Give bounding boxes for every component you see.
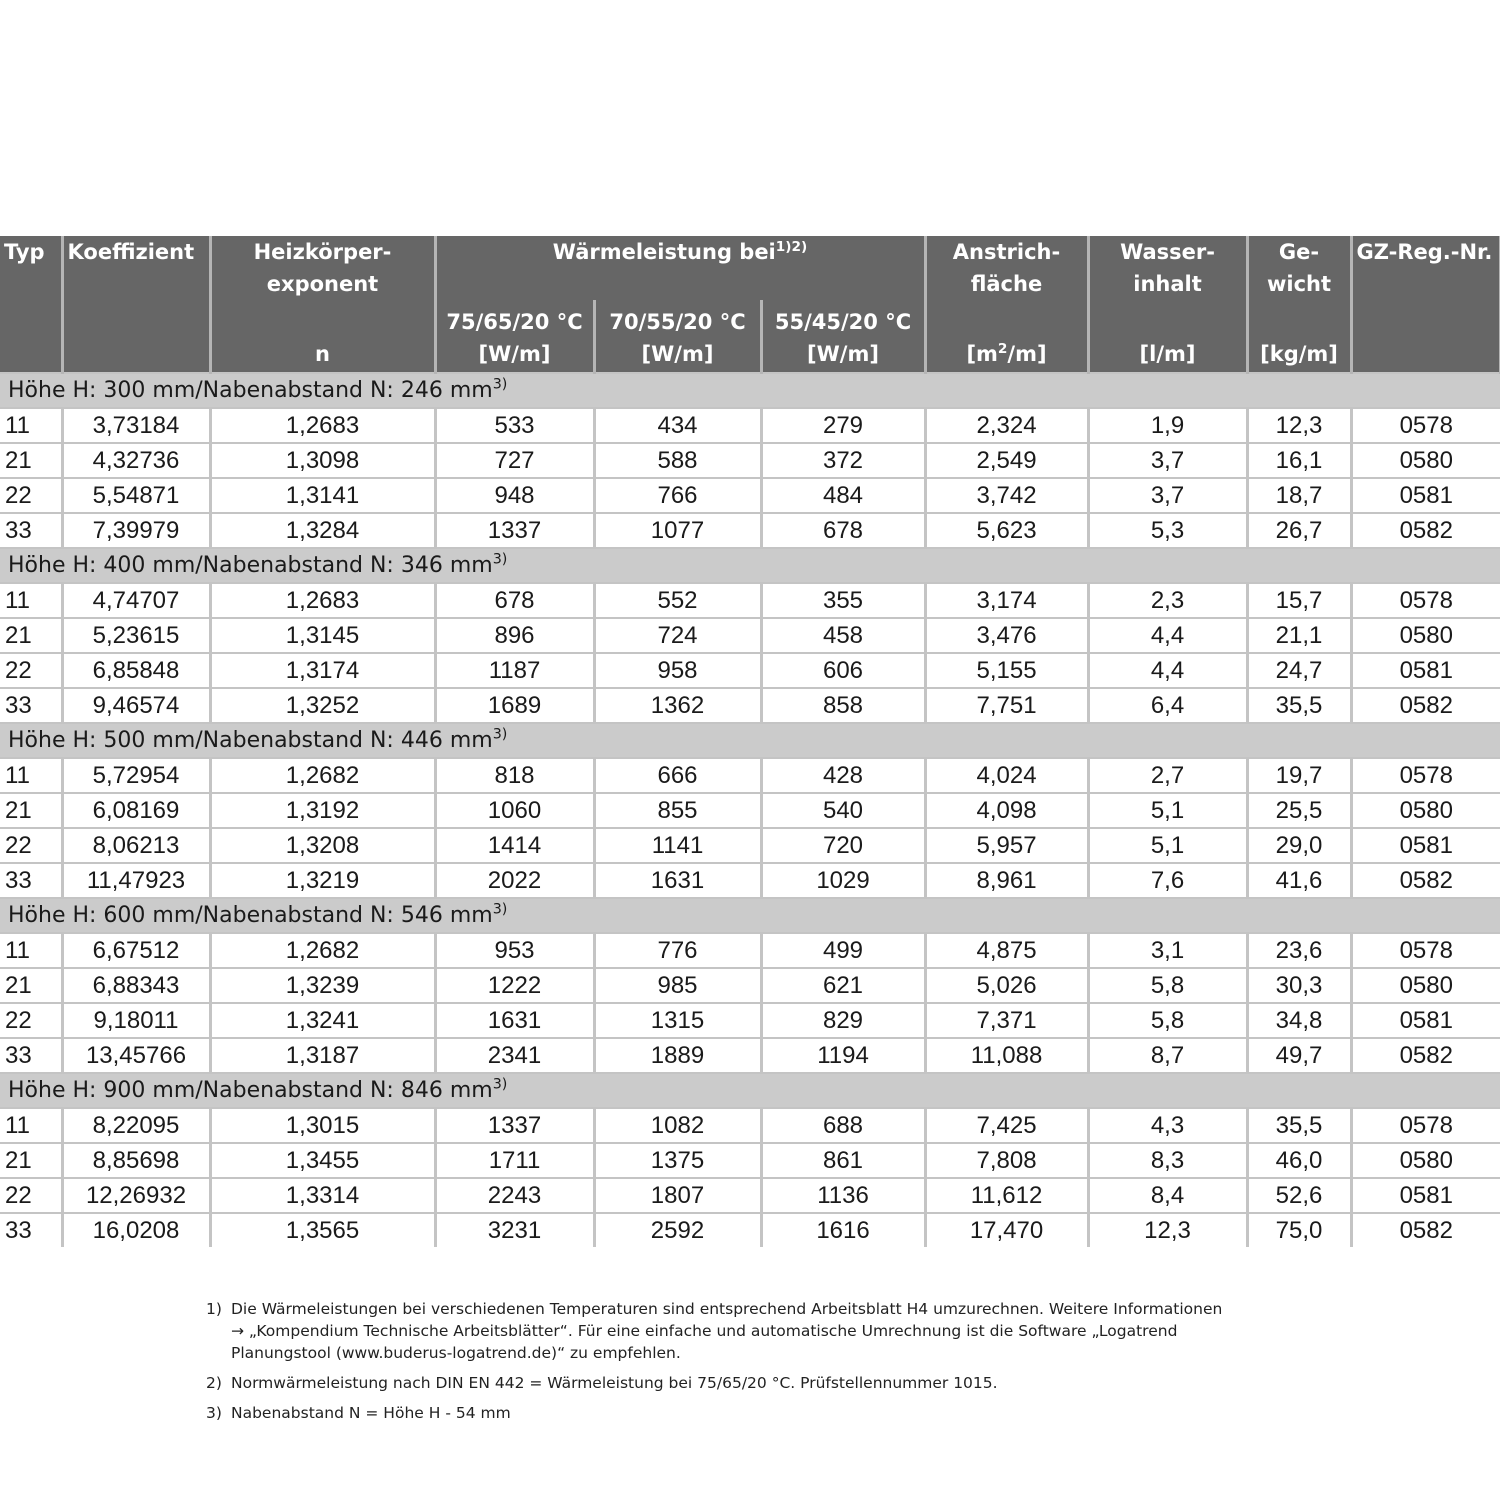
cell-typ: 11: [0, 933, 62, 968]
cell-gz-reg-nr: 0580: [1351, 443, 1500, 478]
cell-typ: 33: [0, 688, 62, 723]
table-row: [0, 1143, 1500, 1178]
cell-wasserinhalt: 5,8: [1088, 968, 1247, 1003]
cell-wasserinhalt: 7,6: [1088, 863, 1247, 898]
table-row: [0, 408, 1500, 443]
header-exponent: [210, 236, 435, 373]
cell-w-55-45-20: 829: [761, 1003, 925, 1038]
header-wasserinhalt: [1088, 236, 1247, 373]
cell-gewicht: 52,6: [1247, 1178, 1351, 1213]
cell-w-75-65-20: 2341: [435, 1038, 594, 1073]
cell-wasserinhalt: 6,4: [1088, 688, 1247, 723]
section-header-row: [0, 548, 1500, 583]
cell-wasserinhalt: 2,3: [1088, 583, 1247, 618]
cell-typ: 11: [0, 758, 62, 793]
cell-w-70-55-20: 1077: [594, 513, 761, 548]
section-title-text: Höhe H: 400 mm/Nabenabstand N: 346 mm: [8, 552, 493, 578]
table-row: [0, 1038, 1500, 1073]
header-temp-55-45-20: [761, 300, 925, 373]
section-title: [0, 373, 1500, 408]
table-row: [0, 863, 1500, 898]
cell-w-70-55-20: 666: [594, 758, 761, 793]
cell-w-55-45-20: 355: [761, 583, 925, 618]
cell-gewicht: 35,5: [1247, 1108, 1351, 1143]
cell-w-75-65-20: 1187: [435, 653, 594, 688]
cell-w-70-55-20: 724: [594, 618, 761, 653]
cell-koeffizient: 8,22095: [62, 1108, 210, 1143]
cell-koeffizient: 6,88343: [62, 968, 210, 1003]
cell-gewicht: 18,7: [1247, 478, 1351, 513]
header-temp3-unit: [W/m]: [807, 342, 879, 366]
cell-anstrichflaeche: 4,024: [925, 758, 1088, 793]
table-row: [0, 443, 1500, 478]
cell-w-75-65-20: 1060: [435, 793, 594, 828]
table-body: [0, 373, 1500, 1247]
cell-gz-reg-nr: 0578: [1351, 408, 1500, 443]
table-row: [0, 478, 1500, 513]
cell-anstrichflaeche: 11,088: [925, 1038, 1088, 1073]
cell-anstrichflaeche: 4,875: [925, 933, 1088, 968]
header-wasser-unit: [l/m]: [1139, 342, 1196, 366]
cell-typ: 22: [0, 828, 62, 863]
table-row: [0, 583, 1500, 618]
cell-w-70-55-20: 1375: [594, 1143, 761, 1178]
cell-gewicht: 15,7: [1247, 583, 1351, 618]
header-gewicht: [1247, 236, 1351, 373]
anstrich-unit-post: /m]: [1007, 342, 1047, 366]
cell-koeffizient: 5,23615: [62, 618, 210, 653]
table-row: [0, 1178, 1500, 1213]
header-gz-label: GZ-Reg.-Nr.: [1356, 240, 1493, 264]
cell-typ: 22: [0, 478, 62, 513]
cell-gz-reg-nr: 0580: [1351, 618, 1500, 653]
cell-wasserinhalt: 4,3: [1088, 1108, 1247, 1143]
section-title: [0, 723, 1500, 758]
footnote-ref-3: 3): [492, 726, 508, 743]
cell-w-75-65-20: 2243: [435, 1178, 594, 1213]
cell-w-70-55-20: 776: [594, 933, 761, 968]
cell-anstrichflaeche: 7,371: [925, 1003, 1088, 1038]
cell-koeffizient: 6,08169: [62, 793, 210, 828]
cell-exponent: 1,3239: [210, 968, 435, 1003]
cell-wasserinhalt: 4,4: [1088, 618, 1247, 653]
cell-gewicht: 29,0: [1247, 828, 1351, 863]
table-row: [0, 793, 1500, 828]
footnote-item: [206, 1372, 1326, 1394]
footnote-text: [231, 1298, 1326, 1364]
cell-gz-reg-nr: 0581: [1351, 478, 1500, 513]
header-gewicht-line2: wicht: [1266, 272, 1332, 296]
cell-typ: 21: [0, 968, 62, 1003]
cell-gz-reg-nr: 0582: [1351, 513, 1500, 548]
cell-wasserinhalt: 5,3: [1088, 513, 1247, 548]
cell-w-75-65-20: 678: [435, 583, 594, 618]
cell-wasserinhalt: 8,4: [1088, 1178, 1247, 1213]
footnote-line: Planungstool (www.buderus-logatrend.de)“ zu empfehlen.: [231, 1344, 681, 1362]
cell-gz-reg-nr: 0578: [1351, 583, 1500, 618]
cell-w-55-45-20: 458: [761, 618, 925, 653]
cell-w-55-45-20: 858: [761, 688, 925, 723]
cell-exponent: 1,3141: [210, 478, 435, 513]
section-title: [0, 548, 1500, 583]
table-row: [0, 688, 1500, 723]
cell-gewicht: 30,3: [1247, 968, 1351, 1003]
cell-typ: 21: [0, 793, 62, 828]
section-title-text: Höhe H: 300 mm/Nabenabstand N: 246 mm: [8, 377, 493, 403]
table-row: [0, 828, 1500, 863]
cell-typ: 33: [0, 1213, 62, 1247]
header-temp2-unit: [W/m]: [641, 342, 714, 366]
header-exponent-line1: Heizkörper-: [253, 240, 392, 264]
cell-anstrichflaeche: 5,623: [925, 513, 1088, 548]
header-temp1-label: 75/65/20 °C: [446, 310, 583, 334]
cell-gewicht: 49,7: [1247, 1038, 1351, 1073]
footnote-ref-3: 3): [492, 901, 508, 918]
cell-exponent: 1,3455: [210, 1143, 435, 1178]
cell-gz-reg-nr: 0578: [1351, 758, 1500, 793]
cell-w-55-45-20: 540: [761, 793, 925, 828]
cell-w-70-55-20: 1362: [594, 688, 761, 723]
cell-koeffizient: 6,67512: [62, 933, 210, 968]
header-temp2-label: 70/55/20 °C: [609, 310, 746, 334]
section-title-text: Höhe H: 500 mm/Nabenabstand N: 446 mm: [8, 727, 493, 753]
cell-gewicht: 25,5: [1247, 793, 1351, 828]
cell-w-70-55-20: 552: [594, 583, 761, 618]
table-row: [0, 933, 1500, 968]
cell-w-75-65-20: 1337: [435, 513, 594, 548]
cell-koeffizient: 9,18011: [62, 1003, 210, 1038]
cell-koeffizient: 11,47923: [62, 863, 210, 898]
cell-exponent: 1,3187: [210, 1038, 435, 1073]
section-title-text: Höhe H: 900 mm/Nabenabstand N: 846 mm: [8, 1077, 493, 1103]
anstrich-unit-sup: 2: [997, 341, 1008, 357]
footnote-ref-3: 3): [492, 551, 508, 568]
cell-wasserinhalt: 12,3: [1088, 1213, 1247, 1247]
cell-gewicht: 19,7: [1247, 758, 1351, 793]
cell-gz-reg-nr: 0578: [1351, 933, 1500, 968]
cell-exponent: 1,2682: [210, 758, 435, 793]
cell-koeffizient: 12,26932: [62, 1178, 210, 1213]
cell-gz-reg-nr: 0582: [1351, 1038, 1500, 1073]
cell-w-75-65-20: 1711: [435, 1143, 594, 1178]
cell-w-70-55-20: 2592: [594, 1213, 761, 1247]
cell-typ: 21: [0, 618, 62, 653]
cell-w-70-55-20: 1807: [594, 1178, 761, 1213]
cell-exponent: 1,3241: [210, 1003, 435, 1038]
cell-gz-reg-nr: 0580: [1351, 793, 1500, 828]
cell-w-75-65-20: 896: [435, 618, 594, 653]
footnote-line: Normwärmeleistung nach DIN EN 442 = Wärmeleistung bei 75/65/20 °C. Prüfstellennummer 1015.: [231, 1374, 998, 1392]
cell-gz-reg-nr: 0578: [1351, 1108, 1500, 1143]
cell-gewicht: 16,1: [1247, 443, 1351, 478]
cell-gz-reg-nr: 0582: [1351, 863, 1500, 898]
table-row: [0, 1108, 1500, 1143]
header-gewicht-line1: Ge-: [1278, 240, 1320, 264]
cell-exponent: 1,3252: [210, 688, 435, 723]
cell-wasserinhalt: 1,9: [1088, 408, 1247, 443]
header-wasser-line1: Wasser-: [1120, 240, 1215, 264]
cell-typ: 22: [0, 653, 62, 688]
section-header-row: [0, 373, 1500, 408]
cell-anstrichflaeche: 2,324: [925, 408, 1088, 443]
cell-gz-reg-nr: 0581: [1351, 1178, 1500, 1213]
table-row: [0, 1003, 1500, 1038]
cell-wasserinhalt: 5,1: [1088, 828, 1247, 863]
cell-koeffizient: 8,06213: [62, 828, 210, 863]
cell-w-70-55-20: 1631: [594, 863, 761, 898]
cell-gewicht: 41,6: [1247, 863, 1351, 898]
cell-koeffizient: 5,54871: [62, 478, 210, 513]
footnote-text: [231, 1402, 1326, 1424]
cell-gz-reg-nr: 0581: [1351, 828, 1500, 863]
cell-koeffizient: 13,45766: [62, 1038, 210, 1073]
cell-exponent: 1,3192: [210, 793, 435, 828]
header-wasser-line2: inhalt: [1133, 272, 1202, 296]
cell-gz-reg-nr: 0580: [1351, 968, 1500, 1003]
cell-typ: 22: [0, 1003, 62, 1038]
cell-koeffizient: 3,73184: [62, 408, 210, 443]
section-title: [0, 1073, 1500, 1108]
header-anstrichflaeche: [925, 236, 1088, 373]
header-anstrich-unit: [927, 338, 1087, 370]
footnote-line: Nabenabstand N = Höhe H - 54 mm: [231, 1404, 511, 1422]
cell-w-55-45-20: 428: [761, 758, 925, 793]
cell-w-55-45-20: 678: [761, 513, 925, 548]
cell-w-75-65-20: 3231: [435, 1213, 594, 1247]
footnote-line: → „Kompendium Technische Arbeitsblätter“. Für eine einfache und automatische Umrechnung ist die Software „Logatrend: [231, 1322, 1178, 1340]
cell-exponent: 1,2683: [210, 408, 435, 443]
cell-exponent: 1,3174: [210, 653, 435, 688]
cell-w-75-65-20: 1689: [435, 688, 594, 723]
cell-w-75-65-20: 2022: [435, 863, 594, 898]
cell-gewicht: 34,8: [1247, 1003, 1351, 1038]
cell-w-55-45-20: 621: [761, 968, 925, 1003]
cell-typ: 33: [0, 1038, 62, 1073]
section-title: [0, 898, 1500, 933]
cell-exponent: 1,3565: [210, 1213, 435, 1247]
footnotes: [206, 1298, 1326, 1432]
table-row: [0, 1213, 1500, 1247]
cell-anstrichflaeche: 5,026: [925, 968, 1088, 1003]
cell-typ: 22: [0, 1178, 62, 1213]
cell-gz-reg-nr: 0582: [1351, 688, 1500, 723]
cell-w-55-45-20: 484: [761, 478, 925, 513]
footnote-item: [206, 1298, 1326, 1364]
cell-anstrichflaeche: 11,612: [925, 1178, 1088, 1213]
cell-w-55-45-20: 688: [761, 1108, 925, 1143]
cell-w-70-55-20: 958: [594, 653, 761, 688]
cell-w-70-55-20: 1889: [594, 1038, 761, 1073]
cell-typ: 11: [0, 408, 62, 443]
cell-wasserinhalt: 2,7: [1088, 758, 1247, 793]
cell-w-55-45-20: 1616: [761, 1213, 925, 1247]
table-header: [0, 236, 1500, 373]
cell-exponent: 1,3145: [210, 618, 435, 653]
cell-w-55-45-20: 372: [761, 443, 925, 478]
radiator-data-table-wrapper: [0, 236, 1500, 1247]
cell-gz-reg-nr: 0580: [1351, 1143, 1500, 1178]
cell-exponent: 1,3098: [210, 443, 435, 478]
cell-anstrichflaeche: 3,742: [925, 478, 1088, 513]
cell-koeffizient: 9,46574: [62, 688, 210, 723]
cell-anstrichflaeche: 3,174: [925, 583, 1088, 618]
cell-anstrichflaeche: 5,957: [925, 828, 1088, 863]
cell-typ: 33: [0, 513, 62, 548]
cell-w-75-65-20: 1222: [435, 968, 594, 1003]
cell-w-75-65-20: 1337: [435, 1108, 594, 1143]
cell-wasserinhalt: 8,3: [1088, 1143, 1247, 1178]
cell-w-75-65-20: 533: [435, 408, 594, 443]
cell-exponent: 1,3314: [210, 1178, 435, 1213]
cell-gewicht: 46,0: [1247, 1143, 1351, 1178]
cell-w-75-65-20: 818: [435, 758, 594, 793]
cell-w-70-55-20: 588: [594, 443, 761, 478]
cell-anstrichflaeche: 17,470: [925, 1213, 1088, 1247]
cell-gewicht: 12,3: [1247, 408, 1351, 443]
cell-w-70-55-20: 766: [594, 478, 761, 513]
footnote-line: Die Wärmeleistungen bei verschiedenen Temperaturen sind entsprechend Arbeitsblatt H4 umzurechnen. Weitere Informationen: [231, 1300, 1223, 1318]
footnote-number: 3): [206, 1404, 222, 1422]
cell-w-55-45-20: 606: [761, 653, 925, 688]
header-anstrich-line1: Anstrich-: [952, 240, 1061, 264]
header-exponent-unit: n: [315, 342, 330, 366]
cell-koeffizient: 7,39979: [62, 513, 210, 548]
cell-w-55-45-20: 861: [761, 1143, 925, 1178]
cell-anstrichflaeche: 4,098: [925, 793, 1088, 828]
cell-gewicht: 26,7: [1247, 513, 1351, 548]
cell-anstrichflaeche: 7,808: [925, 1143, 1088, 1178]
cell-exponent: 1,2683: [210, 583, 435, 618]
cell-koeffizient: 5,72954: [62, 758, 210, 793]
table-row: [0, 513, 1500, 548]
section-header-row: [0, 1073, 1500, 1108]
section-header-row: [0, 723, 1500, 758]
header-gewicht-unit: [kg/m]: [1260, 342, 1338, 366]
header-temp3-label: 55/45/20 °C: [774, 310, 912, 334]
cell-w-75-65-20: 948: [435, 478, 594, 513]
header-gz-reg-nr: [1351, 236, 1500, 373]
cell-gz-reg-nr: 0581: [1351, 653, 1500, 688]
cell-w-70-55-20: 985: [594, 968, 761, 1003]
header-temp-75-65-20: [435, 300, 594, 373]
cell-wasserinhalt: 3,7: [1088, 443, 1247, 478]
cell-gz-reg-nr: 0581: [1351, 1003, 1500, 1038]
footnote-ref-3: 3): [492, 1076, 508, 1093]
table-row: [0, 758, 1500, 793]
cell-w-55-45-20: 1029: [761, 863, 925, 898]
header-temp-70-55-20: [594, 300, 761, 373]
header-typ: [0, 236, 62, 373]
cell-w-75-65-20: 727: [435, 443, 594, 478]
header-waermeleistung: [435, 236, 925, 300]
cell-wasserinhalt: 5,1: [1088, 793, 1247, 828]
cell-gewicht: 21,1: [1247, 618, 1351, 653]
cell-anstrichflaeche: 3,476: [925, 618, 1088, 653]
table-row: [0, 968, 1500, 1003]
header-temp1-unit: [W/m]: [478, 342, 551, 366]
anstrich-unit-pre: [m: [966, 342, 998, 366]
footnote-number: 2): [206, 1374, 222, 1392]
footnote-ref-3: 3): [492, 376, 508, 393]
cell-gewicht: 75,0: [1247, 1213, 1351, 1247]
header-typ-label: Typ: [4, 240, 45, 264]
cell-exponent: 1,3015: [210, 1108, 435, 1143]
header-exponent-line2: exponent: [266, 272, 379, 296]
cell-typ: 11: [0, 1108, 62, 1143]
cell-anstrichflaeche: 2,549: [925, 443, 1088, 478]
cell-w-55-45-20: 1136: [761, 1178, 925, 1213]
cell-koeffizient: 16,0208: [62, 1213, 210, 1247]
cell-w-75-65-20: 953: [435, 933, 594, 968]
cell-exponent: 1,2682: [210, 933, 435, 968]
cell-exponent: 1,3219: [210, 863, 435, 898]
header-koeffizient: [62, 236, 210, 373]
cell-w-70-55-20: 1315: [594, 1003, 761, 1038]
cell-gz-reg-nr: 0582: [1351, 1213, 1500, 1247]
cell-gewicht: 23,6: [1247, 933, 1351, 968]
section-title-text: Höhe H: 600 mm/Nabenabstand N: 546 mm: [8, 902, 493, 928]
cell-koeffizient: 8,85698: [62, 1143, 210, 1178]
header-anstrich-line2: fläche: [970, 272, 1043, 296]
cell-typ: 21: [0, 1143, 62, 1178]
cell-typ: 11: [0, 583, 62, 618]
cell-wasserinhalt: 3,7: [1088, 478, 1247, 513]
cell-w-70-55-20: 434: [594, 408, 761, 443]
section-header-row: [0, 898, 1500, 933]
cell-w-70-55-20: 855: [594, 793, 761, 828]
cell-exponent: 1,3208: [210, 828, 435, 863]
table-row: [0, 653, 1500, 688]
table-row: [0, 618, 1500, 653]
cell-w-55-45-20: 1194: [761, 1038, 925, 1073]
cell-wasserinhalt: 5,8: [1088, 1003, 1247, 1038]
cell-gewicht: 24,7: [1247, 653, 1351, 688]
cell-wasserinhalt: 4,4: [1088, 653, 1247, 688]
cell-anstrichflaeche: 5,155: [925, 653, 1088, 688]
cell-anstrichflaeche: 7,425: [925, 1108, 1088, 1143]
footnote-number: 1): [206, 1300, 222, 1318]
footnote-ref-1-2: 1)2): [775, 239, 808, 255]
cell-typ: 33: [0, 863, 62, 898]
cell-anstrichflaeche: 7,751: [925, 688, 1088, 723]
radiator-data-table: [0, 236, 1500, 1247]
header-koeffizient-label: Koeffizient: [67, 240, 195, 264]
cell-koeffizient: 4,32736: [62, 443, 210, 478]
footnote-item: [206, 1402, 1326, 1424]
cell-w-75-65-20: 1631: [435, 1003, 594, 1038]
cell-w-55-45-20: 279: [761, 408, 925, 443]
cell-w-75-65-20: 1414: [435, 828, 594, 863]
cell-wasserinhalt: 3,1: [1088, 933, 1247, 968]
cell-w-70-55-20: 1141: [594, 828, 761, 863]
cell-w-55-45-20: 720: [761, 828, 925, 863]
cell-anstrichflaeche: 8,961: [925, 863, 1088, 898]
cell-gewicht: 35,5: [1247, 688, 1351, 723]
cell-typ: 21: [0, 443, 62, 478]
cell-koeffizient: 4,74707: [62, 583, 210, 618]
cell-exponent: 1,3284: [210, 513, 435, 548]
cell-koeffizient: 6,85848: [62, 653, 210, 688]
cell-wasserinhalt: 8,7: [1088, 1038, 1247, 1073]
cell-w-55-45-20: 499: [761, 933, 925, 968]
cell-w-70-55-20: 1082: [594, 1108, 761, 1143]
header-waermeleistung-label: Wärmeleistung bei: [552, 240, 776, 264]
footnote-text: [231, 1372, 1326, 1394]
